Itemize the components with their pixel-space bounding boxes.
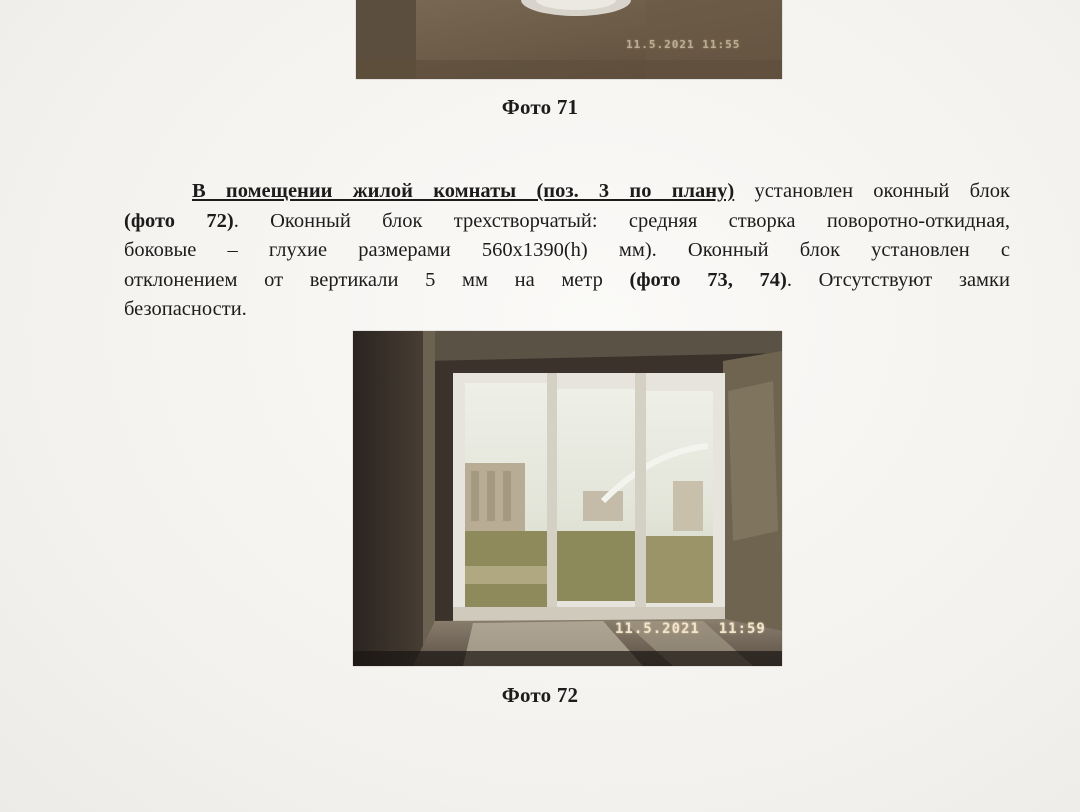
paragraph-line-1: В помещении жилой комнаты (поз. 3 по плану) установлен оконный блок [192, 180, 1010, 202]
description-paragraph [124, 177, 1010, 325]
photo-72-image [353, 331, 782, 666]
photo-72-caption: Фото 72 [501, 683, 579, 707]
paragraph-line-5: безопасности. [124, 298, 247, 320]
paragraph-line-3: боковые – глухие размерами 560x1390(h) мм). Оконный блок установлен с [124, 239, 1010, 261]
room-heading: В помещении жилой комнаты (поз. 3 по плану) [192, 180, 735, 202]
photo-ref-72: (фото 72) [124, 209, 234, 232]
photo-71-caption: Фото 71 [501, 95, 579, 119]
photo-72-timestamp: 11.5.2021 11:59 [615, 621, 766, 637]
window-photo-illustration [353, 331, 782, 666]
paragraph-line-4: отклонением от вертикали 5 мм на метр (фото 73, 74). Отсутствуют замки [124, 268, 1010, 291]
paragraph-line-2: (фото 72). Оконный блок трехстворчатый: средняя створка поворотно-откидная, [124, 209, 1010, 232]
photo-71-image: 11.5.2021 11:55 [356, 0, 782, 79]
photo-ref-73-74: (фото 73, 74) [629, 268, 787, 291]
